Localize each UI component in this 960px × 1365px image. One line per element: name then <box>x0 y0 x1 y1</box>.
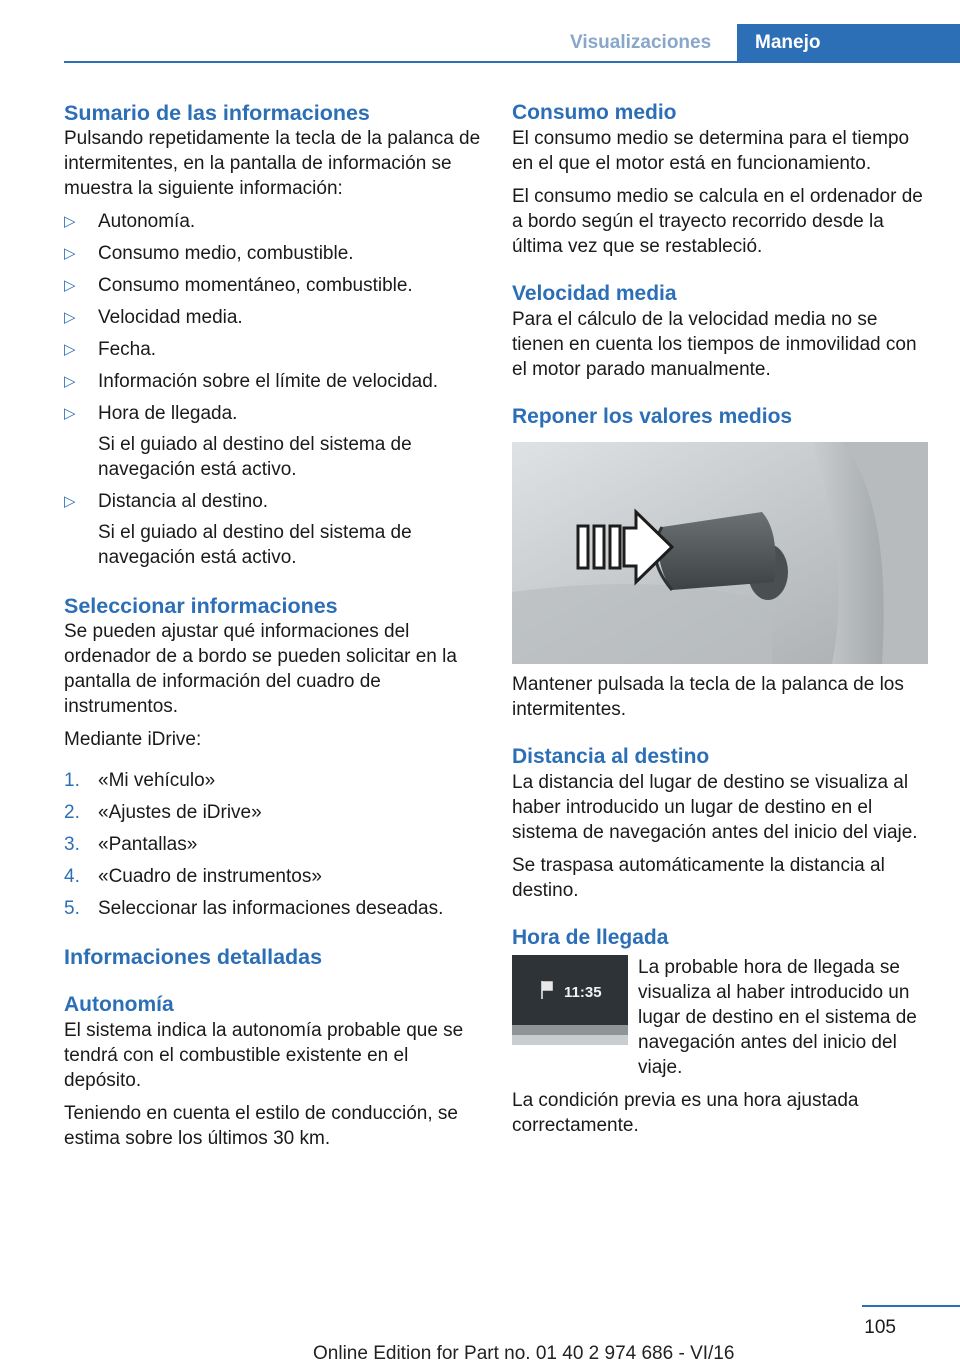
list-item: ▷ Consumo momentáneo, combustible. <box>64 275 413 296</box>
bullet-triangle-icon: ▷ <box>64 213 76 230</box>
bullet-triangle-icon: ▷ <box>64 373 76 390</box>
select-steps <box>64 768 482 921</box>
bullet-triangle-icon: ▷ <box>64 405 76 422</box>
arrival-row <box>512 955 932 1080</box>
select-intro: Se pueden ajustar qué informaciones del ordenador de a bordo se pueden solicitar en la pantalla de información del cuadro de instrumentos. <box>64 621 457 717</box>
avg-speed-p1: Para el cálculo de la velocidad media no se tienen en cuenta los tiempos de inmovilidad con el motor parado manualmente. <box>512 309 917 380</box>
header-rule <box>64 61 960 63</box>
avg-consumption-title: Consumo medio <box>512 101 677 124</box>
select-title: Seleccionar informaciones <box>64 594 338 618</box>
range-title: Autonomía <box>64 993 174 1016</box>
summary-list <box>64 209 482 570</box>
list-item: ▷ Fecha. <box>64 339 157 360</box>
bullet-triangle-icon: ▷ <box>64 309 76 326</box>
header-section-tab: Visualizaciones <box>570 32 712 53</box>
edition-line: Online Edition for Part no. 01 40 2 974 686 - VI/16 <box>313 1343 735 1364</box>
list-item: ▷ Consumo medio, combustible. <box>64 243 354 264</box>
step-item: 2. «Ajustes de iDrive» <box>64 802 262 823</box>
arrival-time-display-image <box>512 955 628 1045</box>
list-item: ▷ Información sobre el límite de velocidad. <box>64 371 439 392</box>
summary-title: Sumario de las informaciones <box>64 101 370 125</box>
detailed-title: Informaciones detalladas <box>64 945 323 969</box>
footer-rule <box>862 1305 960 1307</box>
page-number: 105 <box>864 1317 896 1338</box>
step-item: 4. «Cuadro de instrumentos» <box>64 866 322 887</box>
step-item: 1. «Mi vehículo» <box>64 770 216 791</box>
clock-time: 11:35 <box>564 984 602 1001</box>
list-item-note: Si el guiado al destino del sistema de navegación está activo. <box>98 434 412 480</box>
arrival-p1: La probable hora de llegada se visualiza al haber introducido un lugar de destino en el sistema de navegación antes del inicio del viaje. <box>638 957 917 1078</box>
reset-title: Reponer los valores medios <box>512 405 793 428</box>
distance-p1: La distancia del lugar de destino se visualiza al haber introducido un lugar de destino en el sistema de navegación antes del inicio del viaje. <box>512 772 918 843</box>
reset-caption: Mantener pulsada la tecla de la palanca de los intermitentes. <box>512 674 904 720</box>
bullet-triangle-icon: ▷ <box>64 341 76 358</box>
range-p1: El sistema indica la autonomía probable que se tendrá con el combustible existente en el depósito. <box>64 1020 464 1091</box>
list-item: ▷ Velocidad media. <box>64 307 243 328</box>
bullet-triangle-icon: ▷ <box>64 245 76 262</box>
header-chapter-tab: Manejo <box>737 24 960 62</box>
avg-consumption-p1: El consumo medio se determina para el tiempo en el que el motor está en funcionamiento. <box>512 128 910 174</box>
distance-p2: Se traspasa automáticamente la distancia al destino. <box>512 855 885 901</box>
step-item: 3. «Pantallas» <box>64 834 198 855</box>
bullet-triangle-icon: ▷ <box>64 277 76 294</box>
avg-consumption-p2: El consumo medio se calcula en el ordenador de a bordo según el trayecto recorrido desde la última vez que se restableció. <box>512 186 923 257</box>
list-item-note: Si el guiado al destino del sistema de navegación está activo. <box>98 522 412 568</box>
list-item: ▷ Distancia al destino. Si el guiado al destino del sistema de navegación está activo. <box>64 489 482 570</box>
avg-speed-title: Velocidad media <box>512 282 677 305</box>
step-item: 5. Seleccionar las informaciones deseadas. <box>64 898 444 919</box>
right-column <box>512 100 932 1138</box>
list-item: ▷ Autonomía. <box>64 211 196 232</box>
arrival-title: Hora de llegada <box>512 926 669 949</box>
range-p2: Teniendo en cuenta el estilo de conducción, se estima sobre los últimos 30 km. <box>64 1103 458 1149</box>
left-column <box>64 100 482 1151</box>
list-item: ▷ Hora de llegada. Si el guiado al destino del sistema de navegación está activo. <box>64 401 482 482</box>
select-via: Mediante iDrive: <box>64 729 202 750</box>
distance-title: Distancia al destino <box>512 745 710 768</box>
turn-signal-lever-illustration <box>512 442 928 664</box>
arrival-p2: La condición previa es una hora ajustada correctamente. <box>512 1090 859 1136</box>
summary-intro: Pulsando repetidamente la tecla de la palanca de intermitentes, en la pantalla de información se muestra la siguiente información: <box>64 128 481 199</box>
bullet-triangle-icon: ▷ <box>64 493 76 510</box>
